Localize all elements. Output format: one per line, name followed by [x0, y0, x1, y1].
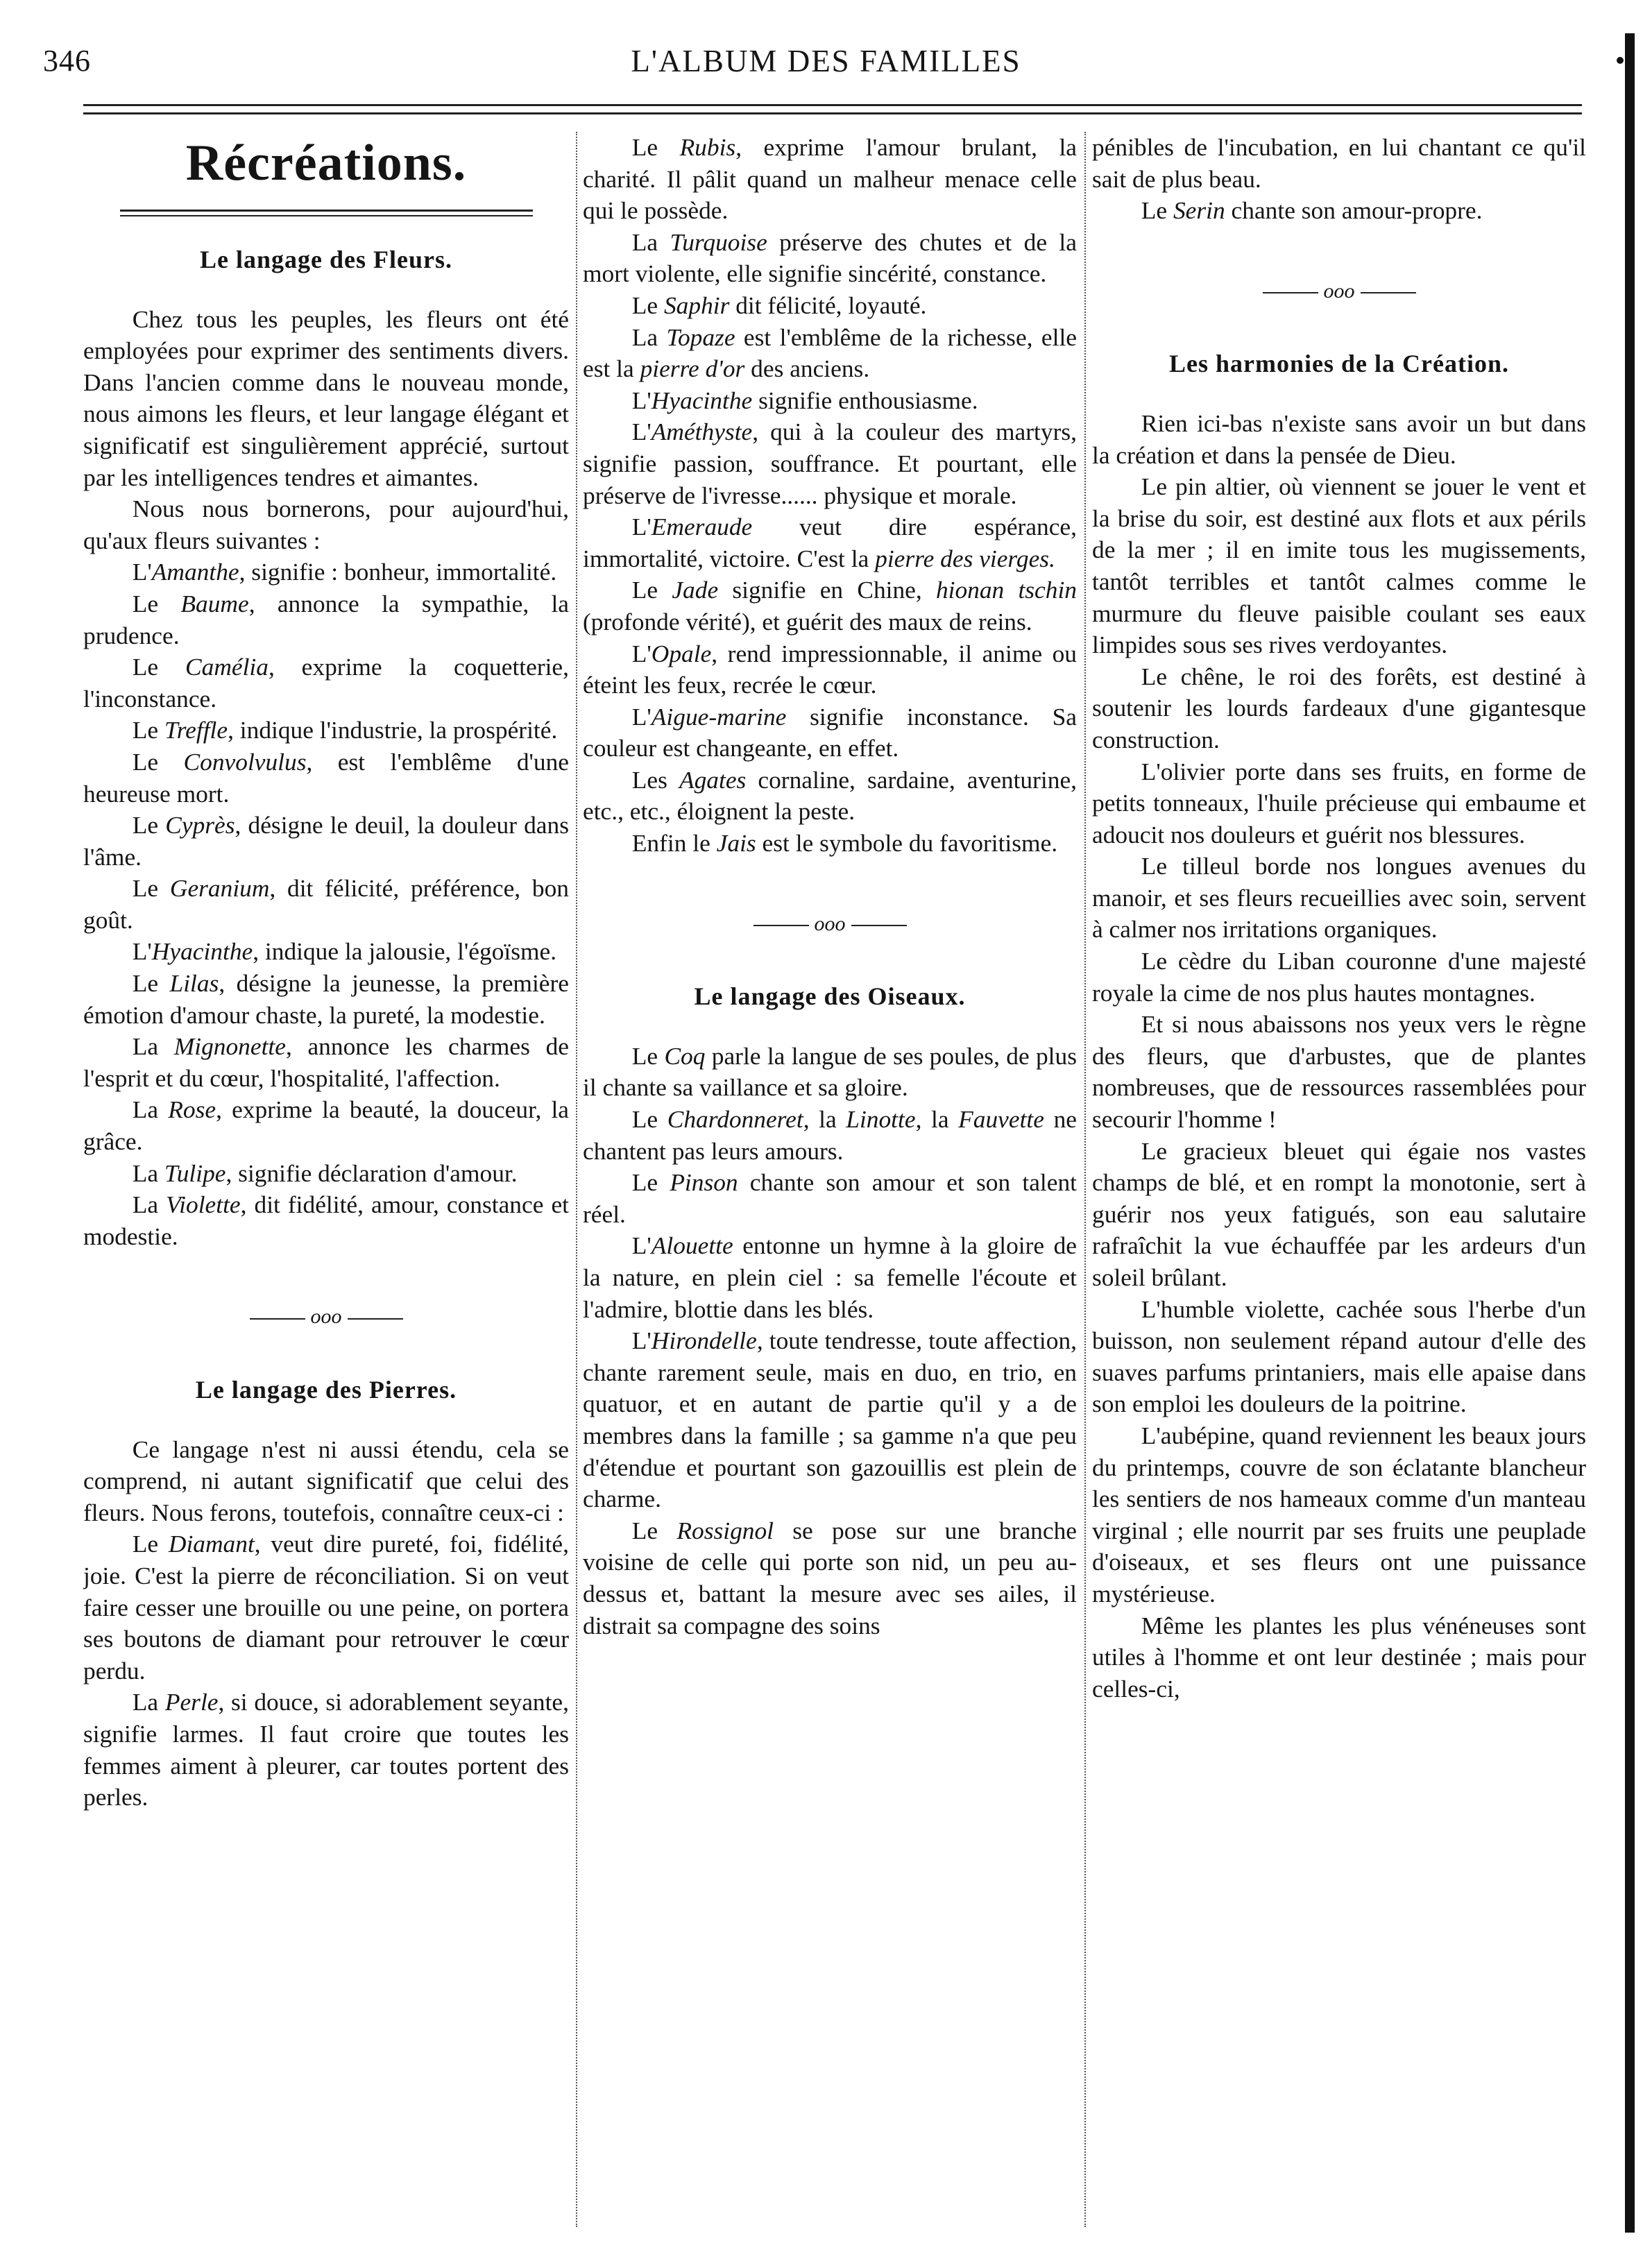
entry-agates: Les Agates cornaline, sardaine, aventurine, etc., etc., éloignent la peste. — [583, 765, 1077, 826]
page-title: Récréations. — [185, 135, 467, 191]
entry-coq: Le Coq parle la langue de ses poules, de plus il chante sa vaillance et sa gloire. — [583, 1041, 1077, 1102]
paragraph: L'humble violette, cachée sous l'herbe d'un buisson, non seulement répand autour d'elle des suaves parfums printaniers, mais elle apaise dans son emploi les douleurs de la poitrine. — [1092, 1295, 1586, 1418]
flower-entry: L'Hyacinthe, indique la jalousie, l'égoïsme. — [132, 937, 557, 966]
entry-turquoise: La Turquoise préserve des chutes et de la mort violente, elle signifie sincérité, constance. — [583, 228, 1077, 288]
entry-pinson: Le Pinson chante son amour et son talent réel. — [583, 1168, 1077, 1228]
paragraph: Le chêne, le roi des forêts, est destiné à soutenir les lourds fardeaux d'une gigantesque construction. — [1092, 662, 1586, 753]
flower-entry: Le Convolvulus, est l'emblême d'une heureuse mort. — [83, 747, 569, 808]
separator: ooo — [83, 1301, 569, 1333]
entry-emeraude: L'Emeraude veut dire espérance, immortalité, victoire. C'est la pierre des vierges. — [583, 513, 1077, 572]
paragraph: L'aubépine, quand reviennent les beaux jours du printemps, couvre de son éclatante blancheur les sentiers de nos hameaux comme d'un manteau virginal ; elle nourrit par ses fruits une peuplade d'oiseaux, et ses fleurs ont une puissance mystérieuse. — [1092, 1421, 1586, 1607]
paragraph: Rien ici-bas n'existe sans avoir un but dans la création et dans la pensée de Dieu. — [1092, 409, 1586, 469]
paragraph: Le tilleul borde nos longues avenues du manoir, et ses fleurs recueillies avec soin, servent à calmer nos irritations organiques. — [1092, 852, 1586, 944]
entry-rubis: Le Rubis, exprime l'amour brulant, la charité. Il pâlit quand un malheur menace celle qui le possède. — [583, 133, 1077, 225]
flower-entry: Le Treffle, indique l'industrie, la prospérité. — [132, 716, 558, 744]
flower-entry: Le Cyprès, désigne le deuil, la douleur dans l'âme. — [83, 811, 569, 871]
section-heading-stones: Le langage des Pierres. — [195, 1376, 457, 1404]
entry-serin: Le Serin chante son amour-propre. — [1141, 196, 1483, 225]
paragraph: Et si nous abaissons nos yeux vers le règne des fleurs, que d'arbustes, que de plantes nombreuses, que de ressources rassemblées pour secourir l'homme ! — [1092, 1010, 1586, 1134]
section-heading-harmonies: Les harmonies de la Création. — [1169, 350, 1509, 378]
page-header — [0, 43, 1652, 99]
entry-rossignol: Le Rossignol se pose sur une branche voisine de celle qui porte son nid, un peu au-dessus et, battant la mesure avec ses ailes, il distrait sa compagne des soins — [583, 1516, 1077, 1639]
entry-diamant: Le Diamant, veut dire pureté, foi, fidélité, joie. C'est la pierre de réconciliation. Si on veut faire cesser une brouille ou une peine, on portera ses boutons de diamant pour retrouver le cœur perdu. — [83, 1530, 569, 1685]
section-heading-birds: Le langage des Oiseaux. — [694, 982, 966, 1011]
header-rule-2 — [83, 112, 1582, 114]
entry-aigue-marine: L'Aigue-marine signifie inconstance. Sa couleur est changeante, en effet. — [583, 702, 1077, 762]
paragraph: Le cèdre du Liban couronne d'une majesté royale la cime de nos plus hautes montagnes. — [1092, 947, 1586, 1007]
separator: ooo — [583, 908, 1077, 940]
header-rule — [83, 104, 1582, 106]
paragraph: L'olivier porte dans ses fruits, en forme de petits tonneaux, l'huile précieuse qui embaume et adoucit nos douleurs et guérit nos blessures. — [1092, 757, 1586, 848]
flower-entry: Le Lilas, désigne la jeunesse, la première émotion d'amour chaste, la pureté, la modestie. — [83, 969, 569, 1029]
entry-opale: L'Opale, rend impressionnable, il anime ou éteint les feux, recrée le cœur. — [583, 639, 1077, 699]
entry-saphir: Le Saphir dit félicité, loyauté. — [631, 291, 927, 319]
harmonies-text — [1092, 408, 1586, 1705]
entry-jade: Le Jade signifie en Chine, hionan tschin (profonde vérité), et guérit des maux de reins. — [583, 576, 1077, 636]
column-3 — [1092, 132, 1586, 2234]
flowers-list — [83, 556, 569, 1252]
page-edge-bar — [1625, 33, 1635, 2233]
paragraph: Ce langage n'est ni aussi étendu, cela se comprend, ni autant significatif que celui des fleurs. Nous ferons, toutefois, connaître ceux-ci : — [83, 1435, 569, 1526]
flower-entry: Le Geranium, dit félicité, préférence, bon goût. — [83, 874, 569, 934]
flower-entry: La Mignonette, annonce les charmes de l'esprit et du cœur, l'hospitalité, l'affection. — [83, 1032, 569, 1092]
title-rule — [120, 210, 533, 212]
entry-perle: La Perle, si douce, si adorablement seyante, signifie larmes. Il faut croire que toutes les femmes aiment à pleurer, car toutes portent des perles. — [83, 1688, 569, 1811]
column-1 — [83, 132, 569, 2234]
page-number: 346 — [43, 44, 91, 78]
entry-jais: Enfin le Jais est le symbole du favoritisme. — [631, 829, 1058, 858]
column-divider-1 — [576, 132, 577, 2227]
paragraph-continuation: pénibles de l'incubation, en lui chantant ce qu'il sait de plus beau. — [1092, 133, 1586, 193]
flower-entry: La Rose, exprime la beauté, la douceur, la grâce. — [83, 1095, 569, 1156]
flower-entry: Le Camélia, exprime la coquetterie, l'inconstance. — [83, 653, 569, 713]
running-title: L'ALBUM DES FAMILLES — [631, 44, 1021, 78]
flower-entry: La Violette, dit fidélité, amour, constance et modestie. — [83, 1191, 569, 1250]
entry-chardonneret: Le Chardonneret, la Linotte, la Fauvette ne chantent pas leurs amours. — [583, 1105, 1077, 1165]
flower-entry: Le Baume, annonce la sympathie, la prudence. — [83, 589, 569, 649]
entry-alouette: L'Alouette entonne un hymne à la gloire de la nature, en plein ciel : sa femelle l'écoute et l'admire, blottie dans les blés. — [583, 1231, 1077, 1323]
paragraph: Le gracieux bleuet qui égaie nos vastes champs de blé, et en rompt la monotonie, sert à guérir nos yeux fatigués, son eau salutaire rafraîchit la vue échauffée par les ardeurs d'un soleil brûlant. — [1092, 1136, 1586, 1291]
paragraph: Le pin altier, où viennent se jouer le vent et la brise du soir, est destiné aux flots et aux périls de la mer ; il en imite tous les mugissements, tantôt terribles et tantôt calmes comme le murmure du fleuve paisible coulant ses eaux limpides sous ses rives verdoyantes. — [1092, 472, 1586, 659]
flower-entry: La Tulipe, signifie déclaration d'amour. — [132, 1159, 518, 1187]
paragraph: Chez tous les peuples, les fleurs ont été employées pour exprimer des sentiments divers. Dans l'ancien comme dans le nouveau monde, nous aimons les fleurs, et leur langage élégant et significatif est singulièrement apprécié, surtout par les intelligences tendres et aimantes. — [83, 305, 569, 491]
paragraph: Nous nous bornerons, pour aujourd'hui, qu'aux fleurs suivantes : — [83, 495, 569, 554]
flower-entry: L'Amanthe, signifie : bonheur, immortalité. — [132, 558, 557, 586]
paragraph: Même les plantes les plus vénéneuses sont utiles à l'homme et ont leur destinée ; mais pour celles-ci, — [1092, 1611, 1586, 1703]
separator: ooo — [1092, 275, 1586, 307]
column-divider-2 — [1084, 132, 1086, 2227]
entry-hyacinthe: L'Hyacinthe signifie enthousiasme. — [631, 386, 978, 414]
title-rule-2 — [120, 215, 533, 216]
entry-topaze: La Topaze est l'emblême de la richesse, elle est la pierre d'or des anciens. — [583, 323, 1077, 383]
entry-amethyste: L'Améthyste, qui à la couleur des martyrs, signifie passion, souffrance. Et pourtant, elle préserve de l'ivresse...... physique et morale. — [583, 418, 1077, 509]
column-2 — [583, 132, 1077, 2234]
section-heading-flowers: Le langage des Fleurs. — [200, 246, 452, 273]
bullet-mark — [1617, 57, 1624, 64]
entry-hirondelle: L'Hirondelle, toute tendresse, toute affection, chante rarement seule, mais en duo, en trio, en quatuor, et en autant de partie qu'il y a de membres dans la famille ; sa gamme n'a que peu d'étendue et pourtant son gazouillis est plein de charme. — [583, 1327, 1077, 1513]
